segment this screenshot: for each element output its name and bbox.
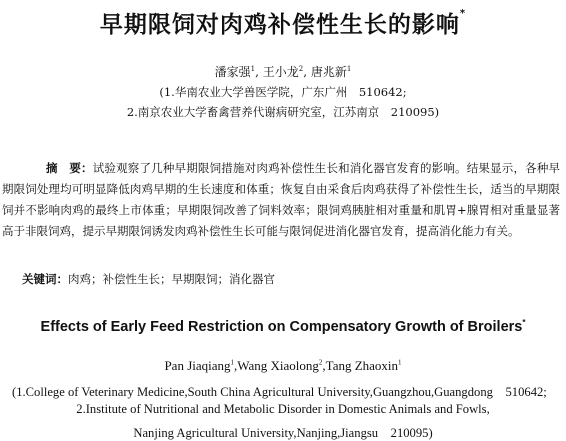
- chinese-title-mark: *: [459, 8, 467, 19]
- chinese-author: 唐兆新$^1$: [310, 65, 352, 79]
- english-title-text: Effects of Early Feed Restriction on Compensatory Growth of Broilers: [40, 318, 523, 335]
- english-affiliation-2: 2.Institute of Nutritional and Metabolic Disorder in Domestic Animals and Fowls,: [76, 402, 490, 416]
- english-author: Pan Jiaqiang$^1$,: [164, 358, 238, 373]
- chinese-author: 潘家强$^1$,: [214, 65, 259, 79]
- chinese-title: [0, 6, 566, 39]
- chinese-title-text: 早期限饲对肉鸡补偿性生长的影响: [99, 12, 460, 38]
- english-title-mark: *: [522, 318, 526, 327]
- english-authors: [0, 358, 566, 374]
- abstract-label: 摘 要：: [46, 161, 93, 175]
- english-author: Tang Zhaoxin$^1$: [325, 358, 402, 373]
- keywords-text: 肉鸡；补偿性生长；早期限饲；消化器官: [68, 272, 275, 286]
- english-author: Wang Xiaolong$^2$,: [237, 358, 326, 373]
- chinese-affiliation-1: (1.华南农业大学兽医学院，广东广州 510642;: [159, 85, 407, 99]
- chinese-keywords: [22, 271, 275, 287]
- english-title: [0, 318, 566, 335]
- abstract-text: 试验观察了几种早期限饲措施对肉鸡补偿性生长和消化器官发育的影响。结果显示，各种早期限饲处理均可明显降低肉鸡早期的生长速度和体重；恢复自由采食后肉鸡获得了补偿性生长，适当的早期限饲并不影响肉鸡的最终上市体重；早期限饲改善了饲料效率；限饲鸡胰脏相对重量和肌胃+腺胃相对重量显著高于非限饲鸡，提示早期限饲诱发肉鸡补偿性生长可能与限饲促进消化器官发育，提高消化能力有关。: [2, 161, 561, 238]
- chinese-abstract: [2, 158, 560, 242]
- keywords-label: 关键词：: [22, 272, 68, 286]
- chinese-author: 王小龙$^2$,: [262, 65, 308, 79]
- chinese-affiliation-2: 2.南京农业大学畜禽营养代谢病研究室，江苏南京 210095): [126, 105, 440, 119]
- chinese-authors: [0, 63, 566, 80]
- english-affiliation-3: Nanjing Agricultural University,Nanjing,Jiangsu 210095): [133, 426, 433, 440]
- english-affiliation-1: (1.College of Veterinary Medicine,South China Agricultural University,Guangzhou,Guangdong 510642;: [12, 385, 547, 399]
